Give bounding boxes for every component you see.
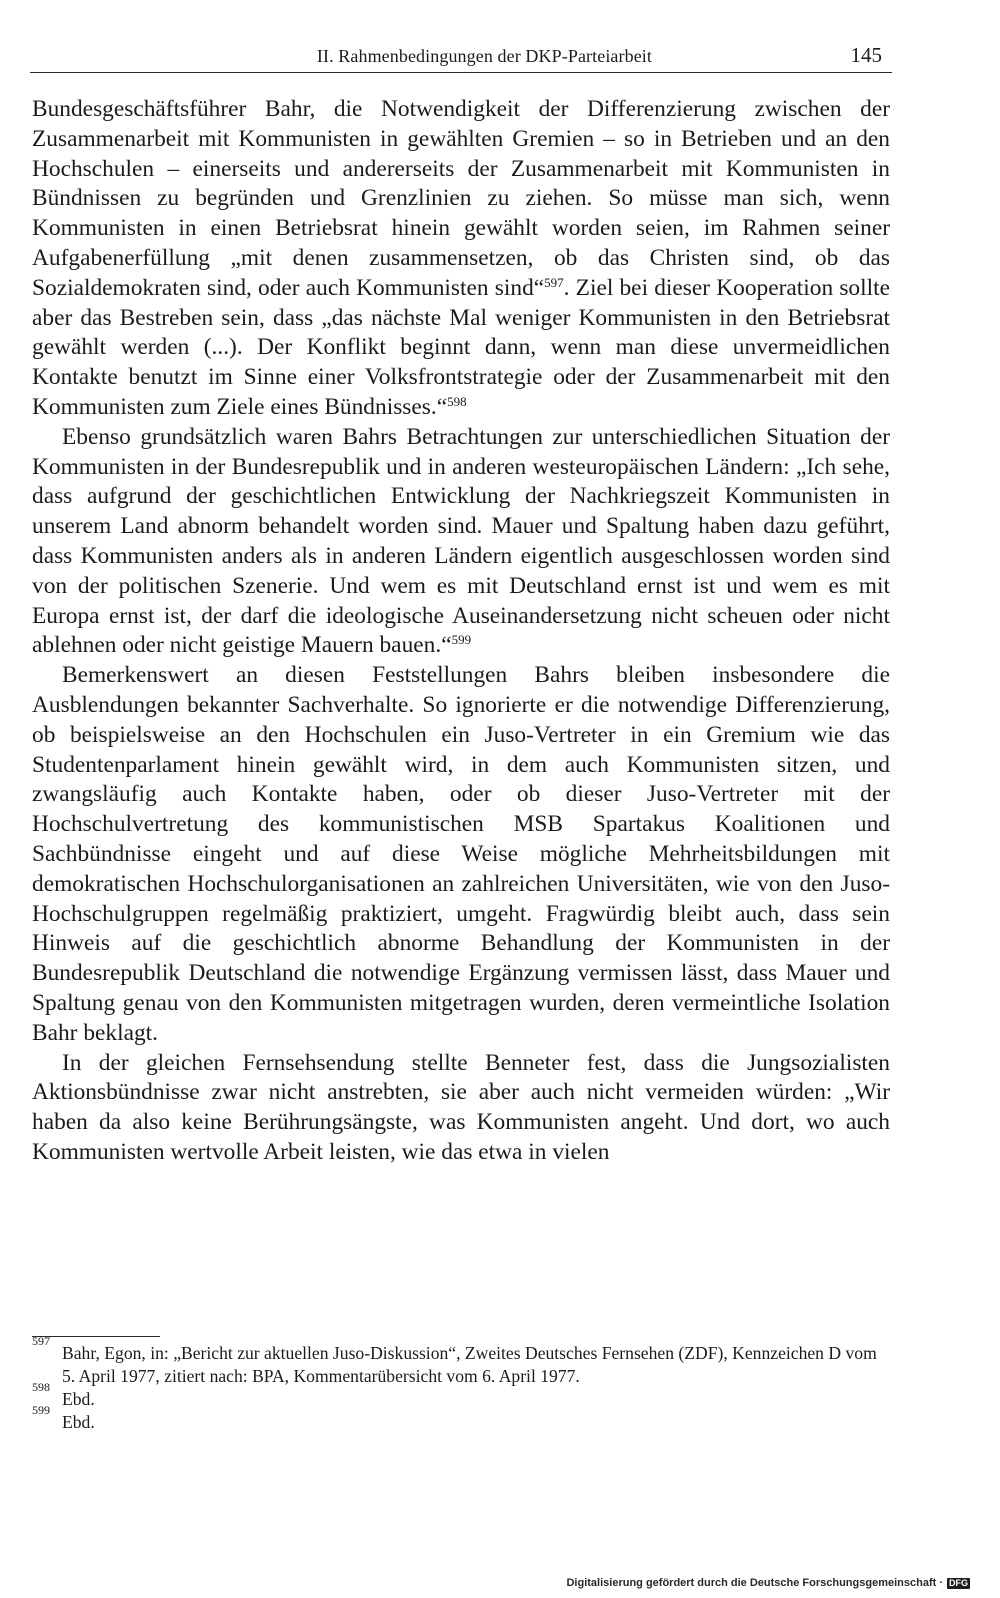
footnote-text: Ebd. (62, 1412, 95, 1432)
footnote-598 (32, 1380, 890, 1411)
running-header (30, 44, 892, 73)
paragraph-1-text-a: Bundesgeschäftsführer Bahr, die Notwendigkeit der Differenzierung zwischen der Zusammenarbeit mit Kommunisten in gewählten Gremien – so in Betrieben und an den Hochschulen – einerseits und andererseits der Zusammenarbeit mit Kommunisten in Bündnissen zu begründen und Grenzlinien zu ziehen. So müsse man sich, wenn Kommunisten in einen Betriebsrat hinein gewählt worden seien, im Rahmen seiner Aufgabenerfüllung „mit denen zusammensetzen, ob das Christen sind, ob das Sozialdemokraten sind, oder auch Kommunisten sind“ (32, 96, 890, 301)
funding-note (566, 1577, 970, 1589)
footnote-marker: 599 (32, 1403, 50, 1417)
footnotes (32, 1334, 890, 1434)
dfg-logo: DFG (949, 1577, 968, 1588)
paragraph-2-text: Ebenso grundsätzlich waren Bahrs Betrachtungen zur unterschiedlichen Situation der Kommunisten in der Bundesrepublik und in anderen westeuropäischen Ländern: „Ich sehe, dass aufgrund der geschichtlichen Entwicklung der Nachkriegszeit Kommunisten in unserem Land abnorm behandelt worden sind. Mauer und Spaltung haben dazu geführt, dass Kommunisten anders als in anderen Ländern eigentlich ausgeschlossen worden sind von der politischen Szenerie. Und wem es mit Deutschland ernst ist und wem es mit Europa ernst ist, der darf die ideologische Auseinandersetzung nicht scheuen oder nicht ablehnen oder nicht geistige Mauern bauen.“ (32, 423, 890, 659)
footnote-ref-599[interactable]: 599 (451, 632, 472, 648)
footnote-ref-598[interactable]: 598 (447, 393, 467, 409)
footnote-text: Ebd. (62, 1389, 95, 1409)
footnote-text: Bahr, Egon, in: „Bericht zur aktuellen Juso-Diskussion“, Zweites Deutsches Fernsehen (ZDF), Kennzeichen D vom 5. April 1977, zitiert nach: BPA, Kommentarübersicht vom 6. April 1977. (62, 1343, 877, 1386)
paragraph-1 (32, 95, 890, 423)
body-text (32, 95, 890, 1168)
running-title: II. Rahmenbedingungen der DKP-Parteiarbeit (316, 46, 652, 66)
footnote-599 (32, 1403, 890, 1434)
funding-note-text: Digitalisierung gefördert durch die Deutsche Forschungsgemeinschaft · (566, 1577, 943, 1589)
paragraph-1-text-b: . Ziel bei dieser Kooperation sollte aber das Bestreben sein, dass „das nächste Mal weniger Kommunisten in den Betriebsrat gewählt werden (...). Der Konflikt beginnt dann, wenn man diese unvermeidlichen Kontakte benutzt im Sinne einer Volksfrontstrategie oder der Zusammenarbeit mit den Kommunisten zum Ziele eines Bündnisses.“ (32, 274, 890, 420)
paragraph-4: In der gleichen Fernsehsendung stellte Benneter fest, dass die Jungsozialisten Aktionsbündnisse zwar nicht anstrebten, sie aber auch nicht vermeiden würden: „Wir haben da also keine Berührungsängste, was Kommunisten angeht. Und dort, wo auch Kommunisten wertvolle Arbeit leisten, wie das etwa in vielen (32, 1049, 890, 1165)
paragraph-2 (32, 423, 890, 661)
footnote-marker: 597 (32, 1334, 50, 1348)
footnote-divider (32, 1336, 160, 1337)
footnote-marker: 598 (32, 1380, 50, 1394)
page-number: 145 (850, 43, 882, 67)
footnote-597 (32, 1334, 890, 1388)
paragraph-3: Bemerkenswert an diesen Feststellungen Bahrs bleiben insbesondere die Ausblendungen bekannter Sachverhalte. So ignorierte er die notwendige Differenzierung, ob beispielsweise an den Hochschulen ein Juso-Vertreter in ein Gremium wie das Studentenparlament hinein gewählt wird, in dem auch Kommunisten sitzen, und zwangsläufig auch Kontakte haben, oder ob dieser Juso-Vertreter mit der Hochschulvertretung des kommunistischen MSB Spartakus Koalitionen und Sachbündnisse eingeht und auf diese Weise mögliche Mehrheitsbildungen mit demokratischen Hochschulorganisationen an zahlreichen Universitäten, wie von den Juso-Hochschulgruppen regelmäßig praktiziert, umgeht. Fragwürdig bleibt auch, dass sein Hinweis auf die geschichtlich abnorme Behandlung der Kommunisten in der Bundesrepublik Deutschland die notwendige Ergänzung vermissen lässt, dass Mauer und Spaltung genau von den Kommunisten mitgetragen wurden, deren vermeintliche Isolation Bahr beklagt. (32, 662, 890, 1046)
footnote-ref-597[interactable]: 597 (544, 274, 564, 290)
